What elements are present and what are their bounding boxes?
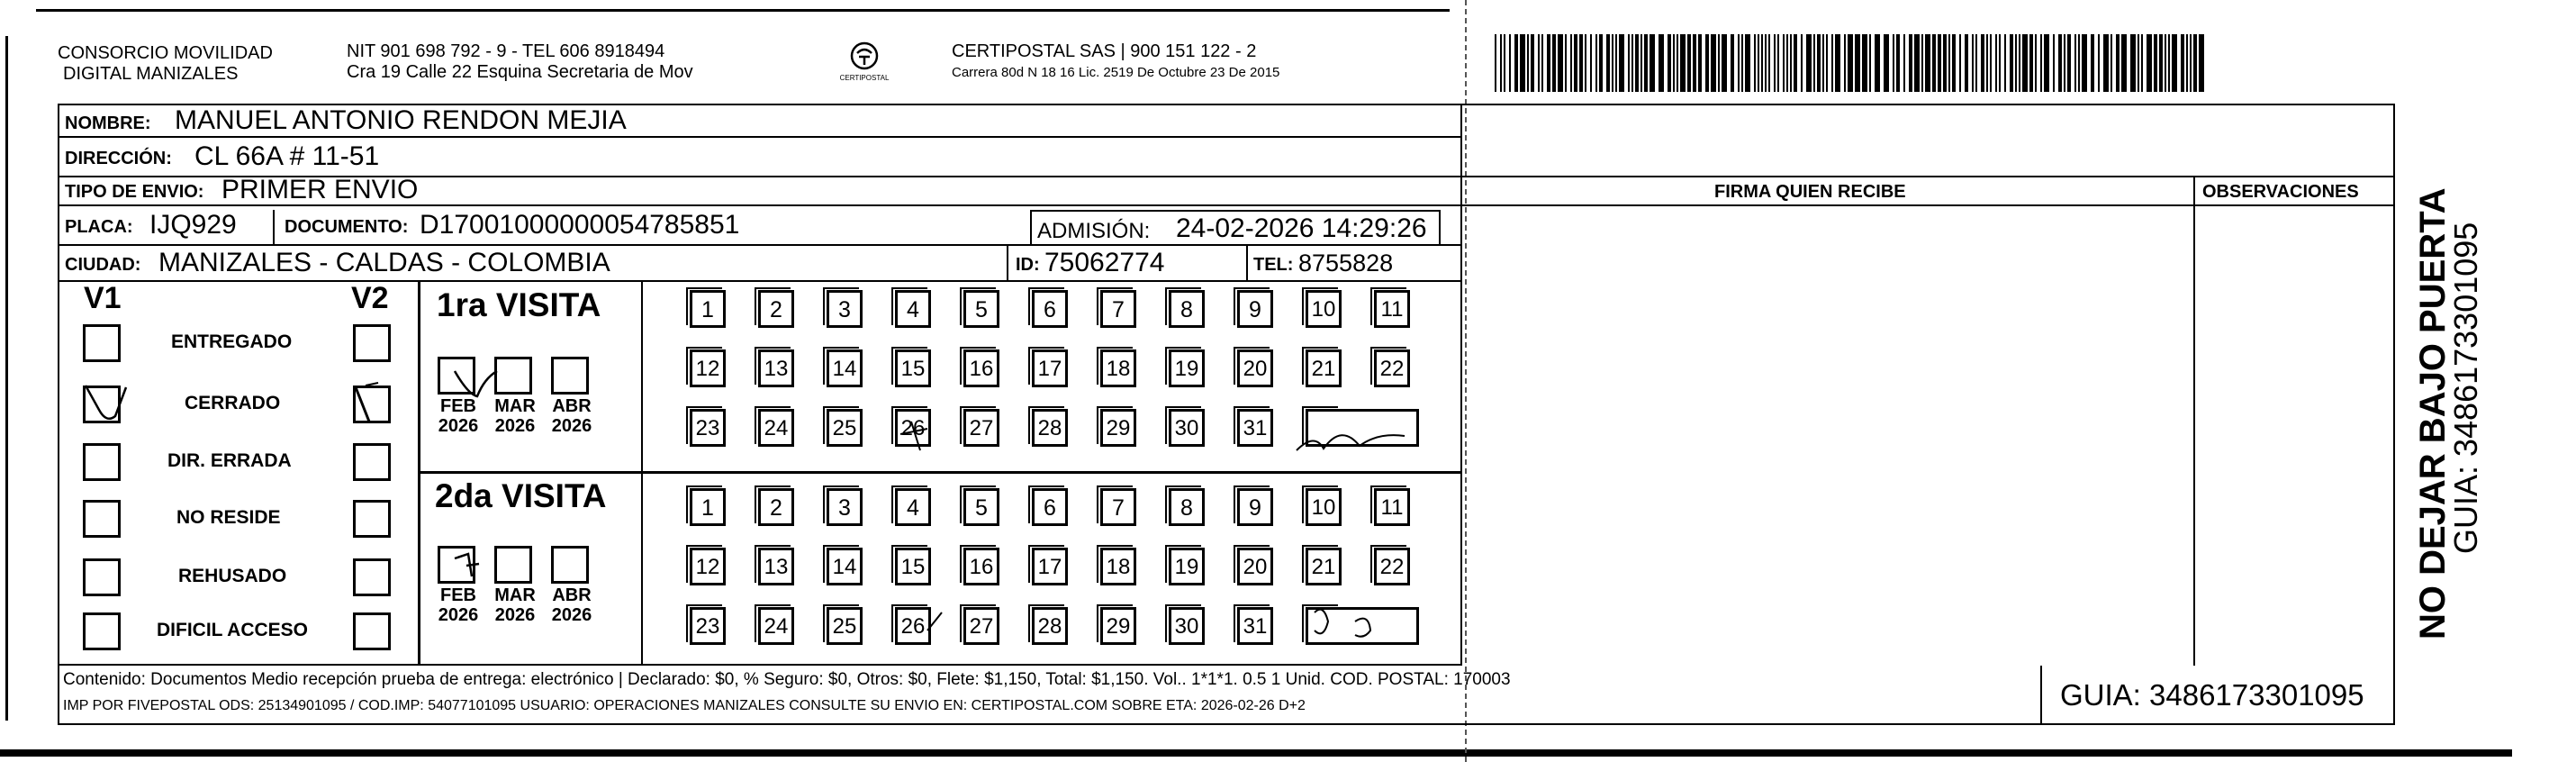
day-box[interactable]: 2 (758, 290, 794, 328)
day-box[interactable]: 15 (895, 349, 931, 387)
logo-caption: CERTIPOSTAL (839, 74, 890, 82)
admision-value: 24-02-2026 14:29:26 (1176, 213, 1427, 243)
barcode-bar (2067, 34, 2071, 92)
barcode-bar (1822, 34, 1824, 92)
barcode-bar (2015, 34, 2017, 92)
carrier-license: Carrera 80d N 18 16 Lic. 2519 De Octubre 23 De 2015 (952, 65, 1280, 80)
day-box[interactable]: 30 (1169, 607, 1205, 645)
barcode-bar (1705, 34, 1709, 92)
barcode-bar (1741, 34, 1743, 92)
tel-value: 8755828 (1298, 249, 1394, 277)
barcode-bar (1531, 34, 1534, 92)
day-box[interactable]: 25 (827, 409, 863, 447)
barcode-bar (1981, 34, 1984, 92)
barcode-bar (1774, 34, 1776, 92)
barcode-bar (1628, 34, 1630, 92)
barcode-bar (2172, 34, 2177, 92)
barcode-bar (1831, 34, 1833, 92)
status-label: CERRADO (185, 393, 281, 413)
barcode-bar (1606, 34, 1610, 92)
barcode-bar (2058, 34, 2062, 92)
day-box[interactable]: 31 (1237, 409, 1273, 447)
barcode-bar (1943, 34, 1947, 92)
barcode-bar (1711, 34, 1716, 92)
day-box[interactable]: 16 (963, 548, 999, 585)
barcode-bar (2098, 34, 2100, 92)
barcode-bar (1547, 34, 1550, 92)
barcode-bar (2165, 34, 2166, 92)
barcode-bar (1680, 34, 1686, 92)
barcode-bar (1975, 34, 1977, 92)
footer-imp: IMP POR FIVEPOSTAL ODS: 25134901095 / COD.IMP: 54077101095 USUARIO: OPERACIONES MANIZALES CONSULTE SU ENVIO EN: CERTIPOSTAL.COM SOBRE ETA: 2026-02-26 D+2 (63, 698, 1306, 713)
barcode-bar (2130, 34, 2136, 92)
barcode-bar (2082, 34, 2087, 92)
day-box[interactable]: 5 (963, 290, 999, 328)
barcode-bar (1948, 34, 1950, 92)
barcode-bar (1783, 34, 1785, 92)
barcode-bar (2029, 34, 2033, 92)
day-box[interactable]: 15 (895, 548, 931, 585)
barcode-bar (1745, 34, 1750, 92)
barcode-bar (1687, 34, 1691, 92)
barcode-bar (1631, 34, 1633, 92)
bottom-border (0, 749, 2512, 757)
nombre-value: MANUEL ANTONIO RENDON MEJIA (175, 105, 627, 135)
barcode-bar (2074, 34, 2076, 92)
month-year: 2026 (438, 416, 479, 436)
barcode-bar (1844, 34, 1846, 92)
day-box[interactable]: 20 (1237, 548, 1273, 585)
barcode-bar (1761, 34, 1763, 92)
observaciones-label: OBSERVACIONES (2202, 182, 2359, 202)
barcode-bar (1862, 34, 1867, 92)
day-box[interactable]: 14 (827, 349, 863, 387)
day-box[interactable]: 19 (1169, 548, 1205, 585)
barcode-bar (1869, 34, 1871, 92)
month-year: 2026 (551, 605, 592, 625)
barcode-bar (1817, 34, 1821, 92)
barcode-bar (2035, 34, 2037, 92)
footer-contenido: Contenido: Documentos Medio recepción prueba de entrega: electrónico | Declarado: $0, % Seguro: $0, Otros: $0, Flete: $1,150, Total: $1,150. Vol.. 1*1*1. 0.5 1 Unid. COD. POSTAL: 170003 (63, 670, 1511, 689)
barcode-bar (1921, 34, 1923, 92)
day-box[interactable]: 2 (758, 488, 794, 526)
day-box[interactable]: 19 (1169, 349, 1205, 387)
day-box[interactable]: 13 (758, 349, 794, 387)
status-label: REHUSADO (178, 566, 287, 586)
day-box[interactable]: 11 (1374, 290, 1410, 328)
month-label: MAR (494, 396, 536, 416)
day-box[interactable]: 17 (1032, 349, 1068, 387)
day-box[interactable]: 4 (895, 290, 931, 328)
barcode-bar (2078, 34, 2080, 92)
barcode-bar (1641, 34, 1642, 92)
month-year: 2026 (494, 416, 536, 436)
barcode-bar (1659, 34, 1664, 92)
barcode-bar (1698, 34, 1702, 92)
barcode-bar (1644, 34, 1648, 92)
barcode-bar (1835, 34, 1840, 92)
placa-label: PLACA: (65, 217, 133, 237)
month-label: MAR (494, 585, 536, 605)
barcode-bar (1538, 34, 1540, 92)
documento-value: D17001000000054785851 (420, 210, 740, 240)
month-year: 2026 (494, 605, 536, 625)
day-box[interactable]: 29 (1100, 409, 1136, 447)
barcode-bar (1635, 34, 1639, 92)
day-box[interactable]: 11 (1374, 488, 1410, 526)
barcode-bar (2147, 34, 2152, 92)
barcode-bar (1738, 34, 1740, 92)
barcode-bar (2044, 34, 2049, 92)
tipo-label: TIPO DE ENVIO: (65, 182, 204, 202)
barcode-bar (2053, 34, 2055, 92)
observaciones-area[interactable] (2193, 206, 2395, 666)
month-label: ABR (552, 396, 592, 416)
side-guia: GUIA: 3486173301095 (2447, 222, 2484, 554)
footer-guia: GUIA: 3486173301095 (2060, 678, 2364, 712)
barcode-bar (1909, 34, 1912, 92)
barcode-bar (2199, 34, 2204, 92)
day-box[interactable]: 18 (1100, 349, 1136, 387)
barcode-bar (1570, 34, 1572, 92)
company-address: Cra 19 Calle 22 Esquina Secretaria de Mov (347, 62, 693, 82)
right-panel-header-row (1462, 177, 2395, 206)
barcode-bar (1758, 34, 1759, 92)
month-label: FEB (440, 585, 476, 605)
barcode-bar (1813, 34, 1815, 92)
barcode-bar (1677, 34, 1678, 92)
barcode-bar (1806, 34, 1812, 92)
barcode-bar (1995, 34, 1997, 92)
day-box[interactable]: 26 (895, 607, 931, 645)
tel-label: TEL: (1253, 255, 1294, 275)
barcode-bar (2040, 34, 2042, 92)
barcode-bar (1520, 34, 1525, 92)
day-box[interactable]: 17 (1032, 548, 1068, 585)
right-panel-top (1462, 104, 2395, 177)
barcode-bar (1693, 34, 1696, 92)
carrier-name: CERTIPOSTAL SAS | 900 151 122 - 2 (952, 41, 1257, 61)
first-visit-title: 1ra VISITA (437, 286, 601, 323)
barcode-bar (2111, 34, 2112, 92)
barcode-bar (1754, 34, 1756, 92)
day-box[interactable]: 9 (1237, 488, 1273, 526)
barcode-bar (1514, 34, 1518, 92)
barcode-bar (2181, 34, 2184, 92)
v1-label: V1 (84, 281, 122, 315)
barcode-bar (2141, 34, 2143, 92)
v2-label: V2 (351, 281, 389, 315)
day-box[interactable]: 12 (690, 349, 726, 387)
barcode-bar (1574, 34, 1577, 92)
day-box[interactable]: 27 (963, 607, 999, 645)
barcode-bar (2091, 34, 2094, 92)
barcode-bar (1579, 34, 1583, 92)
day-box[interactable]: 1 (690, 488, 726, 526)
barcode-bar (1615, 34, 1617, 92)
status-label: ENTREGADO (171, 331, 293, 352)
barcode-bar (1495, 34, 1496, 92)
barcode (1495, 34, 2215, 92)
barcode-bar (1504, 34, 1505, 92)
barcode-bar (1552, 34, 1556, 92)
day-box[interactable]: 1 (690, 290, 726, 328)
day-box[interactable]: 7 (1100, 488, 1136, 526)
month-year: 2026 (438, 605, 479, 625)
company-name-line1: CONSORCIO MOVILIDAD (58, 43, 273, 63)
day-box[interactable]: 26 (895, 409, 931, 447)
barcode-bar (2022, 34, 2028, 92)
barcode-bar (1986, 34, 1988, 92)
day-box[interactable]: 24 (758, 607, 794, 645)
barcode-bar (1790, 34, 1792, 92)
barcode-bar (1786, 34, 1788, 92)
day-box[interactable]: 20 (1237, 349, 1273, 387)
barcode-bar (1826, 34, 1828, 92)
day-box[interactable]: 31 (1237, 607, 1273, 645)
day-box[interactable]: 29 (1100, 607, 1136, 645)
barcode-bar (1932, 34, 1936, 92)
barcode-bar (2116, 34, 2120, 92)
status-label: DIFICIL ACCESO (157, 620, 309, 640)
barcode-bar (1612, 34, 1613, 92)
barcode-bar (1558, 34, 1563, 92)
barcode-bar (1718, 34, 1720, 92)
barcode-bar (1794, 34, 1797, 92)
day-box[interactable]: 24 (758, 409, 794, 447)
day-box[interactable]: 28 (1032, 409, 1068, 447)
direccion-label: DIRECCIÓN: (65, 149, 172, 168)
documento-label: DOCUMENTO: (285, 217, 409, 237)
id-label: ID: (1016, 255, 1040, 275)
barcode-bar (1938, 34, 1941, 92)
day-box[interactable]: 22 (1374, 349, 1410, 387)
barcode-bar (2004, 34, 2006, 92)
barcode-bar (1650, 34, 1655, 92)
barcode-bar (1903, 34, 1905, 92)
day-box[interactable]: 22 (1374, 548, 1410, 585)
barcode-bar (1990, 34, 1992, 92)
barcode-bar (2103, 34, 2109, 92)
barcode-bar (1527, 34, 1529, 92)
barcode-bar (1914, 34, 1920, 92)
barcode-bar (1765, 34, 1767, 92)
ciudad-label: CIUDAD: (65, 255, 141, 275)
barcode-bar (1896, 34, 1900, 92)
day-box[interactable]: 3 (827, 290, 863, 328)
barcode-bar (1595, 34, 1597, 92)
status-label: NO RESIDE (176, 507, 281, 528)
day-box[interactable]: 10 (1306, 290, 1342, 328)
barcode-bar (1965, 34, 1968, 92)
barcode-bar (1925, 34, 1930, 92)
barcode-bar (2159, 34, 2163, 92)
firma-area[interactable] (1462, 206, 2193, 666)
day-box[interactable]: 5 (963, 488, 999, 526)
day-box[interactable]: 6 (1032, 488, 1068, 526)
day-box[interactable]: 13 (758, 548, 794, 585)
barcode-bar (2064, 34, 2065, 92)
day-box[interactable]: 4 (895, 488, 931, 526)
direccion-value: CL 66A # 11-51 (194, 141, 380, 171)
barcode-bar (2186, 34, 2188, 92)
day-box[interactable]: 18 (1100, 548, 1136, 585)
day-box[interactable]: 12 (690, 548, 726, 585)
footer-guia-box (2040, 666, 2395, 725)
barcode-bar (1959, 34, 1961, 92)
barcode-bar (1585, 34, 1586, 92)
placa-value: IJQ929 (149, 210, 237, 240)
barcode-bar (1893, 34, 1894, 92)
tipo-value: PRIMER ENVIO (221, 175, 419, 204)
day-box[interactable]: 8 (1169, 488, 1205, 526)
barcode-bar (1999, 34, 2001, 92)
day-box[interactable]: 21 (1306, 548, 1342, 585)
barcode-bar (1673, 34, 1675, 92)
day-box[interactable]: 30 (1169, 409, 1205, 447)
status-label: DIR. ERRADA (167, 450, 292, 471)
side-warning: NO DEJAR BAJO PUERTA (2413, 187, 2453, 640)
barcode-bar (1848, 34, 1853, 92)
day-box[interactable]: 8 (1169, 290, 1205, 328)
barcode-bar (2190, 34, 2192, 92)
ciudad-value: MANIZALES - CALDAS - COLOMBIA (158, 248, 610, 277)
day-box[interactable]: 28 (1032, 607, 1068, 645)
day-box[interactable]: 7 (1100, 290, 1136, 328)
admision-label: ADMISIÓN: (1037, 219, 1151, 243)
barcode-bar (2010, 34, 2013, 92)
day-box[interactable]: 23 (690, 409, 726, 447)
barcode-bar (1801, 34, 1803, 92)
month-label: FEB (440, 396, 476, 416)
barcode-bar (1722, 34, 1727, 92)
day-box[interactable]: 9 (1237, 290, 1273, 328)
day-box[interactable]: 6 (1032, 290, 1068, 328)
barcode-bar (2121, 34, 2127, 92)
barcode-bar (2138, 34, 2139, 92)
month-label: ABR (552, 585, 592, 605)
barcode-bar (1768, 34, 1770, 92)
barcode-bar (1541, 34, 1543, 92)
barcode-bar (1777, 34, 1779, 92)
month-year: 2026 (551, 416, 592, 436)
barcode-bar (1855, 34, 1860, 92)
barcode-bar (1599, 34, 1603, 92)
second-visit-title: 2da VISITA (435, 477, 607, 514)
day-box[interactable]: 25 (827, 607, 863, 645)
barcode-bar (2019, 34, 2020, 92)
barcode-bar (1884, 34, 1889, 92)
company-name-line2: DIGITAL MANIZALES (63, 64, 239, 84)
day-box[interactable]: 16 (963, 349, 999, 387)
barcode-bar (1500, 34, 1502, 92)
barcode-bar (1619, 34, 1624, 92)
day-box[interactable]: 21 (1306, 349, 1342, 387)
day-box[interactable]: 10 (1306, 488, 1342, 526)
barcode-bar (1952, 34, 1956, 92)
barcode-bar (2168, 34, 2170, 92)
barcode-bar (1565, 34, 1567, 92)
firma-label: FIRMA QUIEN RECIBE (1714, 182, 1906, 202)
id-value: 75062774 (1044, 248, 1165, 277)
company-nit: NIT 901 698 792 - 9 - TEL 606 8918494 (347, 41, 665, 61)
barcode-bar (1668, 34, 1671, 92)
barcode-bar (1875, 34, 1880, 92)
barcode-bar (1590, 34, 1592, 92)
day-box[interactable]: 27 (963, 409, 999, 447)
barcode-bar (2193, 34, 2197, 92)
day-box[interactable]: 3 (827, 488, 863, 526)
divider (2193, 177, 2195, 204)
day-box[interactable]: 23 (690, 607, 726, 645)
barcode-bar (1972, 34, 1974, 92)
barcode-bar (2154, 34, 2157, 92)
nombre-label: NOMBRE: (65, 113, 151, 133)
barcode-bar (1509, 34, 1511, 92)
day-box[interactable]: 14 (827, 548, 863, 585)
barcode-bar (1731, 34, 1734, 92)
